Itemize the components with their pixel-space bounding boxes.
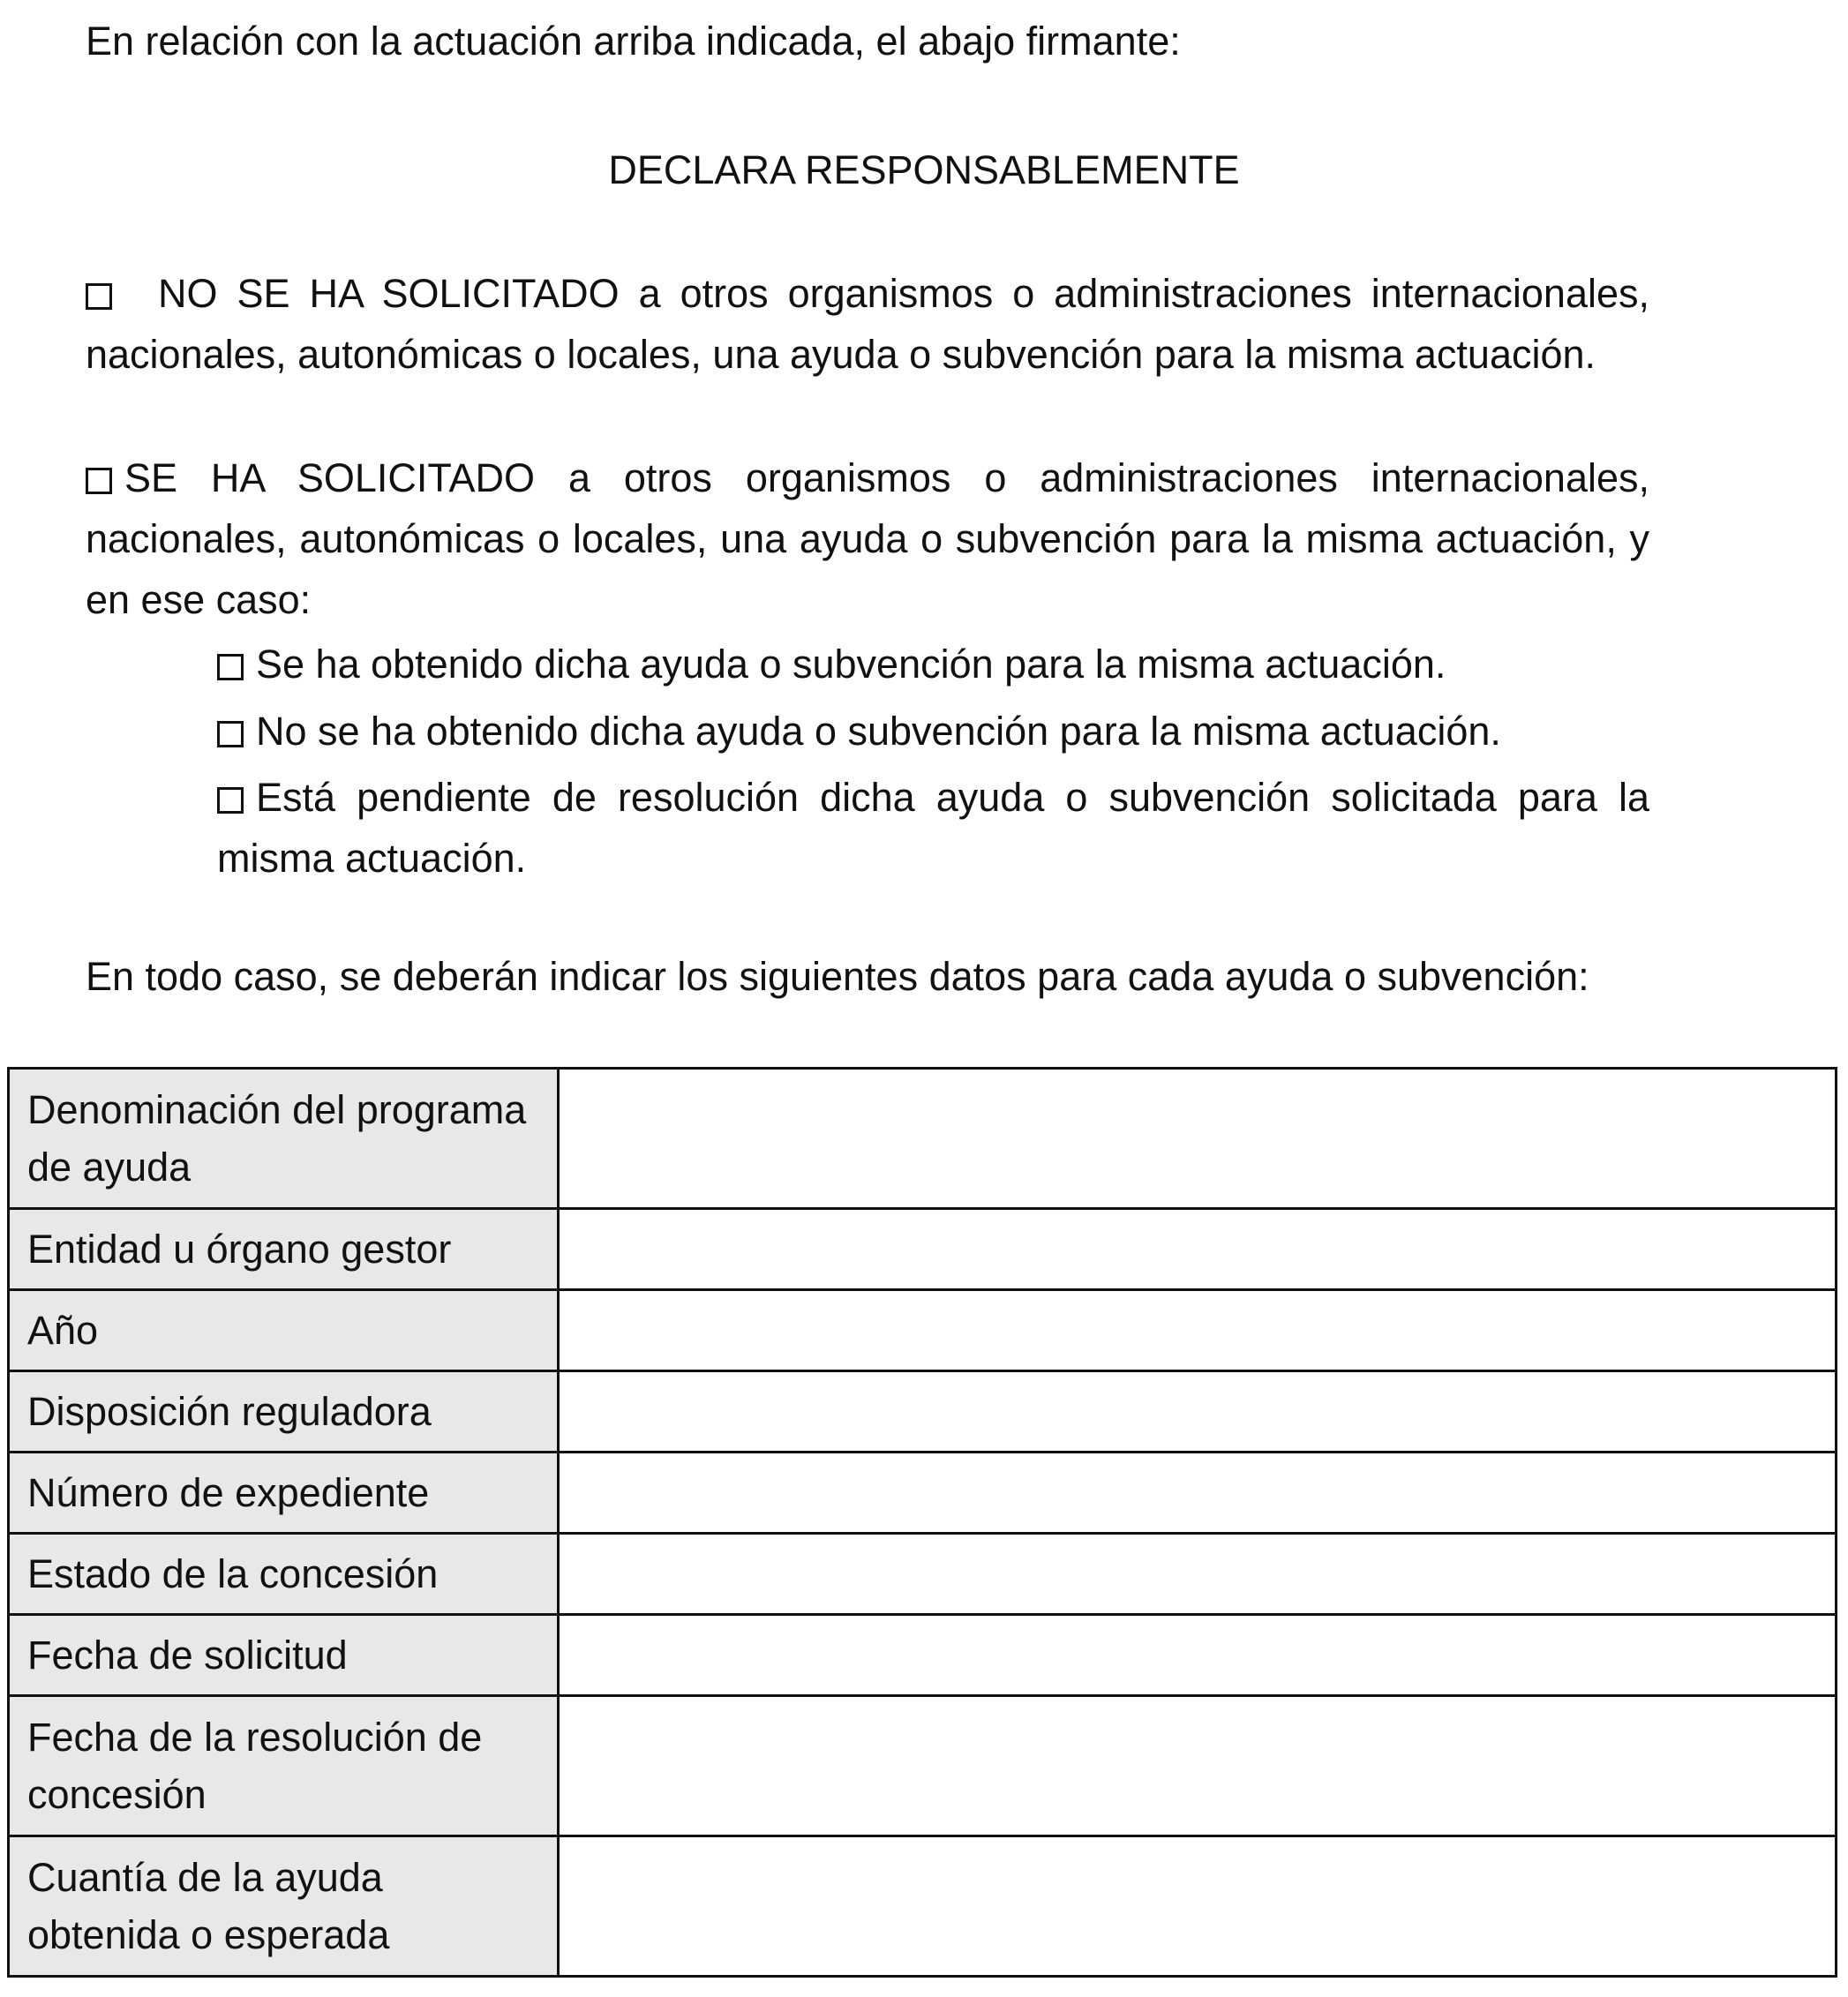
row-label: Año	[9, 1290, 559, 1371]
option-no-solicitado	[86, 263, 1649, 385]
declaration-heading: DECLARA RESPONSABLEMENTE	[608, 147, 1240, 192]
row-label: Disposición reguladora	[9, 1371, 559, 1453]
checkbox-no-solicitado[interactable]	[86, 283, 112, 310]
checkbox-no-obtenido[interactable]	[217, 721, 244, 747]
row-value-field[interactable]	[559, 1069, 1837, 1209]
row-label: Número de expediente	[9, 1453, 559, 1534]
row-label: Denominación del programa de ayuda	[9, 1069, 559, 1209]
sub-option-obtenido	[217, 634, 1649, 694]
row-value-field[interactable]	[559, 1615, 1837, 1696]
row-value-field[interactable]	[559, 1209, 1837, 1290]
row-value-field[interactable]	[559, 1290, 1837, 1371]
sub-option-obtenido-text: Se ha obtenido dicha ayuda o subvención para la misma actuación.	[256, 642, 1446, 687]
sub-option-no-obtenido-text: No se ha obtenido dicha ayuda o subvención para la misma actuación.	[256, 709, 1501, 754]
row-value-field[interactable]	[559, 1836, 1837, 1977]
checkbox-obtenido[interactable]	[217, 654, 244, 680]
sub-option-no-obtenido	[217, 701, 1649, 762]
aid-data-table	[7, 1067, 1837, 1978]
checkbox-si-solicitado[interactable]	[86, 468, 112, 494]
closing-text: En todo caso, se deberán indicar los siguientes datos para cada ayuda o subvención:	[86, 954, 1589, 999]
row-value-field[interactable]	[559, 1453, 1837, 1534]
table-row	[9, 1069, 1837, 1209]
row-label: Estado de la concesión	[9, 1534, 559, 1615]
sub-option-pendiente	[217, 767, 1649, 889]
checkbox-pendiente[interactable]	[217, 787, 244, 814]
row-value-field[interactable]	[559, 1371, 1837, 1453]
table-row	[9, 1371, 1837, 1453]
option-no-solicitado-text: NO SE HA SOLICITADO a otros organismos o administraciones internacionales, nacionales, autonómicas o locales, una ayuda o subvención para la misma actuación.	[86, 271, 1649, 377]
intro-text: En relación con la actuación arriba indicada, el abajo firmante:	[86, 19, 1181, 64]
table-row	[9, 1836, 1837, 1977]
row-label: Fecha de solicitud	[9, 1615, 559, 1696]
table-row	[9, 1696, 1837, 1836]
option-si-solicitado-text: SE HA SOLICITADO a otros organismos o administraciones internacionales, nacionales, autonómicas o locales, una ayuda o subvención para la misma actuación, y en ese caso:	[86, 455, 1649, 622]
row-label: Fecha de la resolución de concesión	[9, 1696, 559, 1836]
option-si-solicitado	[86, 447, 1649, 630]
sub-option-pendiente-text: Está pendiente de resolución dicha ayuda o subvención solicitada para la misma actuación.	[217, 775, 1649, 881]
row-label: Cuantía de la ayuda obtenida o esperada	[9, 1836, 559, 1977]
table-row	[9, 1453, 1837, 1534]
row-label: Entidad u órgano gestor	[9, 1209, 559, 1290]
table-row	[9, 1534, 1837, 1615]
row-value-field[interactable]	[559, 1534, 1837, 1615]
table-row	[9, 1209, 1837, 1290]
table-row	[9, 1615, 1837, 1696]
row-value-field[interactable]	[559, 1696, 1837, 1836]
table-row	[9, 1290, 1837, 1371]
